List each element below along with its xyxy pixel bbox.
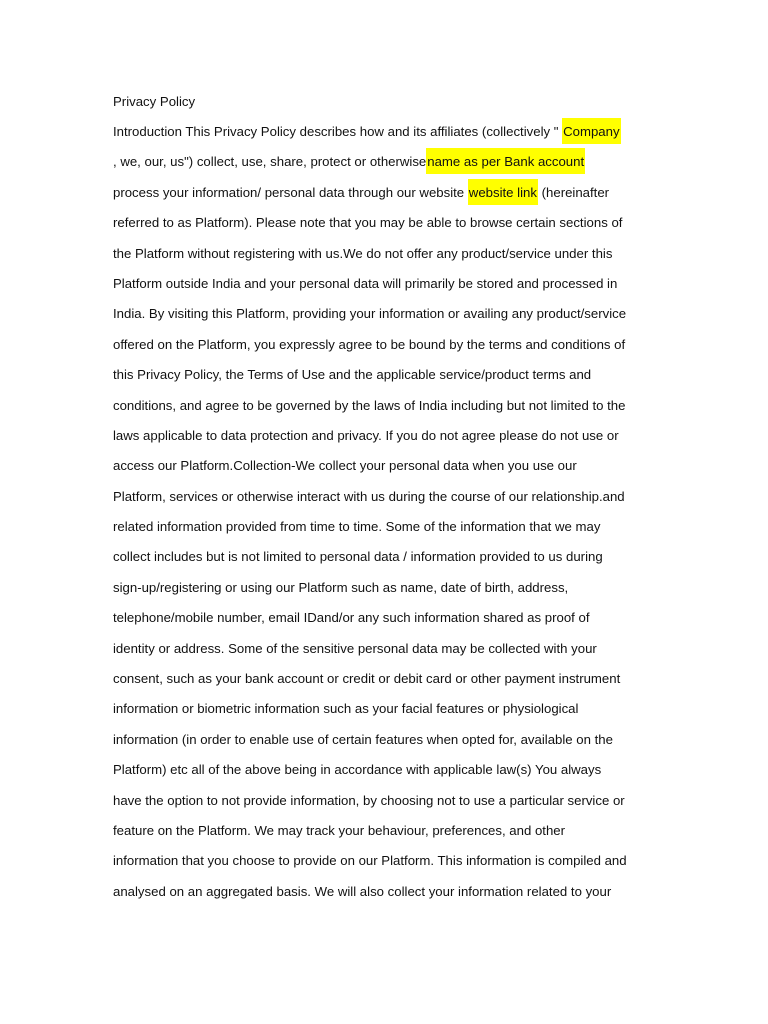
body-text: information that you choose to provide on our Platform. This information is compiled and [113,853,627,869]
body-text: Platform, services or otherwise interact with us during the course of our relationship.and [113,488,625,504]
body-text-line [113,213,633,243]
body-text-line [113,487,633,517]
body-text-line [113,791,633,821]
body-text: the Platform without registering with us.We do not offer any product/service under this [113,245,613,261]
body-text-line [113,365,633,395]
body-text-line [113,730,633,760]
body-text-line [113,882,633,912]
body-text: analysed on an aggregated basis. We will also collect your information related to your [113,883,612,899]
document-body [113,122,633,912]
body-text: offered on the Platform, you expressly agree to be bound by the terms and conditions of [113,336,626,352]
document-title: Privacy Policy [113,94,196,109]
body-text-line [113,183,633,213]
body-text-line [113,669,633,699]
body-text: information or biometric information such as your facial features or physiological [113,701,579,717]
body-text: sign-up/registering or using our Platform such as name, date of birth, address, [113,579,569,595]
body-text-line [113,244,633,274]
body-text-line [113,608,633,638]
highlighted-placeholder: name as per Bank account [426,148,585,174]
body-text-line [113,760,633,790]
body-text-line [113,821,633,851]
body-text: India. By visiting this Platform, providing your information or availing any product/service [113,306,627,322]
body-text-line [113,456,633,486]
body-text: telephone/mobile number, email IDand/or any such information shared as proof of [113,610,590,626]
body-text: information (in order to enable use of certain features when opted for, available on the [113,731,613,747]
body-text: Introduction This Privacy Policy describes how and its affiliates (collectively " [113,124,563,139]
body-text: laws applicable to data protection and privacy. If you do not agree please do not use or [113,427,619,443]
body-text: Platform outside India and your personal data will primarily be stored and processed in [113,275,618,291]
highlighted-placeholder: website link [468,179,538,205]
body-text-line [113,152,633,182]
body-text: conditions, and agree to be governed by the laws of India including but not limited to the [113,397,626,413]
body-text: related information provided from time to time. Some of the information that we may [113,519,601,535]
body-text: (hereinafter [537,184,610,200]
body-text-line [113,426,633,456]
body-text-line [113,517,633,547]
highlighted-placeholder: Company [562,118,620,144]
body-text: feature on the Platform. We may track your behaviour, preferences, and other [113,822,566,838]
body-text-line [113,851,633,881]
body-text-line [113,396,633,426]
body-text: consent, such as your bank account or credit or debit card or other payment instrument [113,671,621,687]
body-text: Platform) etc all of the above being in accordance with applicable law(s) You always [113,762,602,778]
body-text-line [113,578,633,608]
body-text-line [113,639,633,669]
body-text: collect includes but is not limited to personal data / information provided to us during [113,549,603,565]
body-text: , we, our, us") collect, use, share, protect or otherwise [113,154,427,170]
body-text: this Privacy Policy, the Terms of Use and the applicable service/product terms and [113,367,592,383]
body-text-line [113,335,633,365]
body-text: access our Platform.Collection-We collect your personal data when you use our [113,458,577,474]
body-text-line [113,274,633,304]
body-text-line [113,699,633,729]
body-text: identity or address. Some of the sensitive personal data may be collected with your [113,640,597,656]
body-text: process your information/ personal data through our website [113,184,468,200]
body-text-line [113,547,633,577]
body-text-line [113,304,633,334]
body-text: referred to as Platform). Please note that you may be able to browse certain sections of [113,215,623,231]
body-text: have the option to not provide information, by choosing not to use a particular service or [113,792,625,808]
